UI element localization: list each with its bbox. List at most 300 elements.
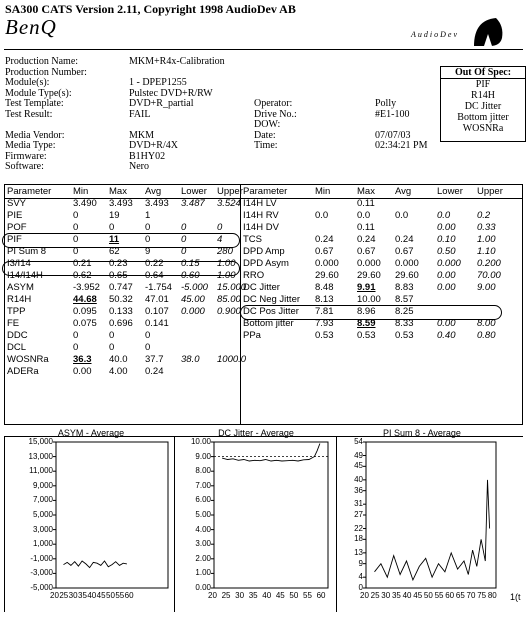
value-cell: 4 [217,234,223,245]
info-label: Module(s): [5,77,50,88]
x-tick-label: 40 [402,591,412,600]
value-cell: 0.00 [437,318,456,329]
value-cell: 8.59 [357,318,376,329]
table-row [6,330,252,342]
table-row [6,294,252,306]
value-cell: 0.000 [437,258,461,269]
value-cell: 0.2 [477,210,491,221]
value-cell: 0.23 [109,258,128,269]
value-cell: -5.000 [181,282,208,293]
highlight-pof-row [2,233,240,248]
table-row [242,234,514,246]
value-cell: 0.075 [73,318,97,329]
out-of-spec-title: Out Of Spec: [441,67,525,79]
value-cell: 15.000 [217,282,247,293]
info-value: 1 - DPEP1255 [129,77,187,88]
y-tick-label: 13 [354,547,363,557]
x-tick-label: 20 [50,591,59,600]
table-right-border [522,184,523,425]
chart-panel [176,428,336,612]
report-title: SA300 CATS Version 2.11, Copyright 1998 AudioDev AB [5,2,296,16]
parameter-cell: I14H DV [243,222,279,233]
y-tick-label: 7.00 [195,480,211,490]
parameter-cell: ASYM [7,282,34,293]
series-line [375,480,490,580]
x-tick-label: 50 [106,591,115,600]
column-header: Avg [145,186,162,197]
table-row [242,198,514,210]
value-cell [476,198,514,210]
value-cell: 3.487 [181,198,205,209]
highlight-dcjitter-row [240,305,502,320]
trailing-label: 1(t [510,592,521,602]
table-row [242,282,514,294]
plot-frame [56,442,168,588]
charts-left-border [4,436,5,612]
parameter-cell: PIF [7,234,22,245]
info-value: Polly [375,98,397,109]
info-label: Media Vendor: [5,129,65,141]
value-cell: 0.65 [109,270,128,281]
value-cell: 0.53 [395,330,414,341]
value-cell: 62 [109,246,120,257]
chart-title: ASYM - Average [57,428,125,438]
value-cell: 8.00 [477,318,496,329]
column-header: Max [357,186,375,197]
x-tick-label: 40 [87,591,97,600]
value-cell: 19 [109,210,120,221]
y-tick-label: 4.00 [195,524,211,534]
series-line [64,561,127,568]
info-values-left [129,57,269,173]
x-tick-label: 30 [68,591,78,600]
info-label: Time: [254,140,278,151]
value-cell [216,366,252,378]
left-parameter-table [6,186,252,378]
x-tick-label: 65 [455,591,465,600]
parameter-cell: ADERa [7,366,39,377]
y-tick-label: 1.00 [195,568,211,578]
y-tick-label: -3,000 [30,568,53,578]
info-label: Production Number: [5,66,87,78]
header-divider [4,49,523,50]
value-cell: 1 [145,210,151,221]
out-of-spec-item: PIF [475,79,491,90]
table-row [242,258,514,270]
value-cell [180,366,216,378]
value-cell: 0.67 [357,246,376,257]
value-cell: 0.0 [395,210,409,221]
value-cell: 0.747 [109,282,133,293]
x-tick-label: 60 [124,591,134,600]
chart-divider-2 [336,436,337,612]
value-cell: 0.107 [145,306,169,317]
value-cell: 0.15 [181,258,200,269]
y-tick-label: 5.00 [195,510,211,519]
info-value: MKM [129,129,155,141]
parameter-cell: DC Jitter [243,282,280,293]
x-tick-label: 20 [208,591,217,600]
x-tick-label: 25 [370,591,380,600]
chart-panel [338,428,506,612]
value-cell: 47.01 [145,294,169,305]
x-tick-label: 55 [303,591,312,600]
value-cell: 9.00 [477,282,496,293]
info-label: Firmware: [5,150,47,162]
value-cell: 3.493 [145,198,169,209]
y-tick-label: 0 [358,583,363,592]
value-cell: 29.60 [395,270,419,281]
value-cell: 0.24 [145,366,164,377]
parameter-cell: DC Pos Jitter [243,306,299,317]
out-of-spec-item: Bottom jitter [457,112,509,123]
value-cell: 0 [181,234,187,245]
info-value: 02:34:21 PM [375,140,428,151]
x-tick-label: 25 [221,591,231,600]
y-tick-label: 18 [354,534,363,544]
y-tick-label: 10.00 [190,437,211,446]
value-cell: 0.000 [181,306,205,317]
y-tick-label: 1,000 [32,539,53,549]
out-of-spec-item: WOSNRa [462,123,504,134]
value-cell: 8.57 [395,294,414,305]
value-cell: 0 [73,330,79,341]
y-tick-label: 6.00 [195,495,211,505]
parameter-cell: PI Sum 8 [7,246,47,257]
x-tick-label: 70 [466,591,476,600]
value-cell: 0.0 [315,210,329,221]
value-cell: 0 [181,246,187,257]
parameter-cell: DCL [7,342,27,353]
value-cell: -1.754 [145,282,172,293]
y-tick-label: 3,000 [32,524,53,534]
column-header: Max [109,186,127,197]
value-cell: 0 [145,342,151,353]
column-header: Parameter [243,186,288,197]
info-label: Operator: [254,98,293,109]
value-cell: 0.33 [477,222,496,233]
x-tick-label: 30 [381,591,391,600]
parameter-cell: FE [7,318,20,329]
value-cell: 0 [145,330,151,341]
parameter-cell: I14H RV [243,210,279,221]
parameter-cell: I14/I14H [7,270,43,281]
value-cell: 8.25 [395,306,414,317]
y-tick-label: 5,000 [32,510,53,519]
value-cell: 0.200 [477,258,501,269]
chart-divider-1 [174,436,175,612]
info-values-right [375,99,445,152]
parameter-cell: RRO [243,270,265,281]
out-of-spec-box [440,66,526,142]
value-cell: 0 [145,234,151,245]
table-row [242,270,514,282]
x-tick-label: 40 [262,591,272,600]
y-tick-label: 7,000 [32,495,53,505]
y-tick-label: 9.00 [195,451,211,461]
value-cell: 7.93 [315,318,334,329]
parameter-cell: POF [7,222,27,233]
value-cell: 0.24 [315,234,334,245]
table-bottom-border [4,424,523,425]
parameter-cell: SVY [7,198,27,209]
info-value [129,120,269,131]
value-cell: 0.141 [145,318,169,329]
column-header: Upper [477,186,503,197]
info-label: Test Result: [5,108,53,120]
value-cell: 0.000 [315,258,339,269]
value-cell: 0.0 [357,210,371,221]
value-cell: 0.21 [73,258,92,269]
y-tick-label: 27 [354,510,363,519]
value-cell: 0.53 [357,330,376,341]
value-cell: 1.00 [477,234,496,245]
value-cell [180,318,216,330]
value-cell: 29.60 [357,270,381,281]
highlight-pisum8-row [2,261,240,276]
chart-title: PI Sum 8 - Average [383,428,461,438]
table-row [242,222,514,234]
value-cell: 0.000 [357,258,381,269]
parameter-cell: R14H [7,294,32,305]
column-header: Lower [181,186,207,197]
y-tick-label: 9 [358,558,363,568]
value-cell [180,330,216,342]
column-header: Avg [395,186,412,197]
parameter-cell: WOSNRa [7,354,49,365]
x-tick-label: 35 [248,591,258,600]
value-cell: 8.13 [315,294,334,305]
plot-frame [214,442,328,588]
parameter-cell: DDC [7,330,28,341]
value-cell: 85.00 [217,294,241,305]
info-value: DVD+R_partial [129,98,194,109]
value-cell: 0.40 [437,330,456,341]
y-tick-label: 36 [354,485,363,495]
value-cell: 1.00 [217,270,236,281]
y-tick-label: 2.00 [195,553,211,563]
logo-text: AudioDev [411,30,459,39]
value-cell: 0 [217,222,223,233]
out-of-spec-list [441,79,525,134]
info-label: Software: [5,161,44,172]
value-cell: 0.900 [217,306,241,317]
column-header: Min [73,186,89,197]
table-row [6,306,252,318]
info-label: Date: [254,129,276,141]
value-cell: 8.83 [395,282,414,293]
info-label: Drive No.: [254,108,297,120]
value-cell: 0.00 [73,366,92,377]
y-tick-label: -1,000 [30,553,53,563]
y-tick-label: 31 [354,499,363,509]
x-tick-label: 55 [434,591,444,600]
value-cell: 3.490 [73,198,97,209]
series-line [222,444,320,462]
value-cell: 9.91 [357,282,376,293]
value-cell: 0.24 [395,234,414,245]
value-cell: 0.696 [109,318,133,329]
table-header-row [6,186,252,198]
x-tick-label: 55 [115,591,125,600]
x-tick-label: 75 [477,591,487,600]
value-cell [394,222,436,234]
y-tick-label: 45 [354,461,363,471]
x-tick-label: 30 [235,591,245,600]
value-cell: 0 [145,222,151,233]
parameter-cell: DC Neg Jitter [243,294,301,305]
table-row [6,282,252,294]
y-tick-label: 15,000 [28,437,53,446]
chart-svg [338,428,506,612]
table-row [6,210,252,222]
x-tick-label: 45 [275,591,285,600]
info-label: Media Type: [5,140,56,151]
value-cell: 29.60 [315,270,339,281]
info-value: Pulstec DVD+R/RW [129,87,213,99]
info-value [375,120,445,131]
value-cell [216,342,252,354]
x-tick-label: 45 [96,591,106,600]
value-cell: 4.00 [109,366,128,377]
x-tick-label: 35 [391,591,401,600]
value-cell: -3.952 [73,282,100,293]
value-cell: 0.11 [357,222,375,233]
value-cell: 0.11 [357,198,375,209]
table-row [242,246,514,258]
y-tick-label: 40 [354,474,363,484]
value-cell: 0 [73,210,79,221]
y-tick-label: 49 [354,450,363,460]
value-cell [314,198,356,210]
table-top-border [4,184,523,185]
info-label: Production Name: [5,56,79,67]
value-cell: 1.10 [477,246,496,257]
value-cell: 0.80 [477,330,496,341]
parameter-cell: Bottom jitter [243,318,294,329]
value-cell: 0.095 [73,306,97,317]
column-header: Lower [437,186,463,197]
value-cell: 11 [109,234,120,245]
parameter-cell: I3/I14 [7,258,31,269]
value-cell: 0 [73,234,79,245]
chart-panel [8,428,174,612]
chart-title: DC Jitter - Average [218,428,294,438]
info-labels-left [5,57,125,173]
column-header: Upper [217,186,243,197]
value-cell: 40.0 [109,354,128,365]
parameter-cell: DPD Asym [243,258,289,269]
parameter-cell: PPa [243,330,261,341]
x-tick-label: 20 [360,591,369,600]
column-header: Min [315,186,331,197]
value-cell: 50.32 [109,294,133,305]
table-row [6,342,252,354]
value-cell: 0 [181,222,187,233]
value-cell: 8.96 [357,306,376,317]
value-cell: 3.493 [109,198,133,209]
value-cell [180,210,216,222]
info-value: B1HY02 [129,150,166,162]
info-value: 07/07/03 [375,129,411,141]
parameter-cell: I14H LV [243,198,277,209]
value-cell: 0.000 [395,258,419,269]
value-cell: 0.53 [315,330,334,341]
value-cell: 0 [73,246,79,257]
value-cell: 9 [145,246,151,257]
value-cell: 38.0 [181,354,200,365]
value-cell: 0 [109,342,115,353]
y-tick-label: 0.00 [195,583,211,592]
table-row [242,210,514,222]
y-tick-label: 9,000 [32,480,53,490]
info-value: #E1-100 [375,108,410,120]
value-cell: 0.62 [73,270,92,281]
value-cell: 0.67 [395,246,414,257]
table-header-row [242,186,514,198]
value-cell: 45.00 [181,294,205,305]
parameter-cell: TCS [243,234,262,245]
value-cell: 3.524 [217,198,241,209]
value-cell: 0 [109,222,115,233]
value-cell: 70.00 [477,270,501,281]
value-cell: 0.0 [437,210,451,221]
x-tick-label: 35 [78,591,87,600]
info-label: Module Type(s): [5,87,72,99]
value-cell: 280 [217,246,233,257]
value-cell [314,222,356,234]
table-row [6,354,252,366]
value-cell: 44.68 [73,294,97,305]
y-tick-label: 54 [354,437,363,446]
x-tick-label: 25 [59,591,69,600]
info-label [5,120,125,131]
value-cell: 0.60 [181,270,200,281]
value-cell: 36.3 [73,354,92,365]
table-row [242,330,514,342]
x-tick-label: 50 [289,591,299,600]
x-tick-label: 60 [445,591,455,600]
info-label: Test Template: [5,98,64,109]
x-tick-label: 80 [487,591,497,600]
value-cell [394,198,436,210]
table-left-border [4,184,5,425]
parameter-cell: PIE [7,210,23,221]
value-cell: 0.22 [145,258,164,269]
value-cell: 0.50 [437,246,456,257]
parameter-cell: DPD Amp [243,246,285,257]
value-cell: 1.00 [217,258,236,269]
y-tick-label: 22 [354,523,363,533]
value-cell: 10.00 [357,294,381,305]
value-cell: 0.67 [315,246,334,257]
y-tick-label: -5,000 [30,583,53,592]
info-labels-right [254,99,329,152]
value-cell: 0.64 [145,270,164,281]
value-cell: 0 [73,222,79,233]
value-cell [436,198,476,210]
x-tick-label: 60 [316,591,326,600]
value-cell: 0.00 [437,270,456,281]
value-cell: 8.48 [315,282,334,293]
table-row [6,198,252,210]
value-cell: 8.33 [395,318,414,329]
column-header: Parameter [7,186,52,197]
value-cell: 37.7 [145,354,164,365]
value-cell: 0.00 [437,282,456,293]
info-value: DVD+R/4X [129,140,178,151]
value-cell: 0 [73,342,79,353]
